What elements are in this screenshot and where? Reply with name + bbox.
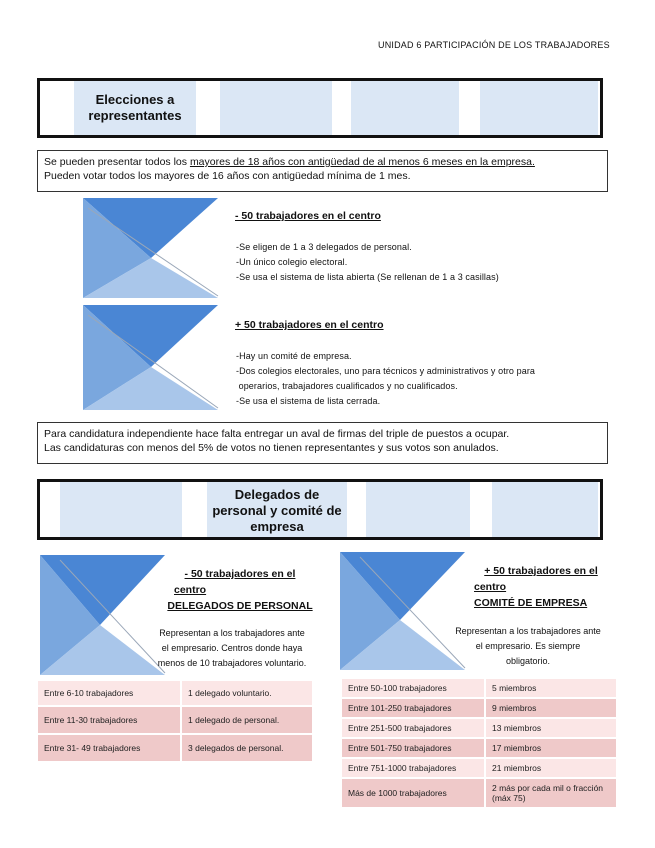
comite-table — [342, 677, 616, 809]
table-cell-range: Entre 6-10 trabajadores — [38, 681, 180, 705]
table-row — [38, 735, 312, 761]
banner-cell — [480, 81, 598, 135]
section-small-heading: - 50 trabajadores en el centro — [235, 210, 381, 222]
bullet-item: -Se usa el sistema de lista abierta (Se rellenan de 1 a 3 casillas) — [236, 272, 499, 282]
bullet-item: -Hay un comité de empresa. — [236, 351, 352, 361]
delegados-heading-line: centro — [174, 584, 207, 596]
table-row — [342, 719, 616, 737]
table-row — [342, 779, 616, 807]
banner-title-line: representantes — [88, 108, 182, 123]
comite-description — [430, 624, 626, 669]
table-cell-range: Entre 50-100 trabajadores — [342, 679, 484, 697]
delegados-description — [132, 626, 332, 671]
table-cell-range: Entre 31- 49 trabajadores — [38, 735, 180, 761]
table-cell-value: 21 miembros — [484, 759, 616, 777]
delegados-subtitle: DELEGADOS DE PERSONAL — [167, 600, 313, 612]
banner-delegados — [37, 479, 603, 540]
comite-heading-line: centro — [474, 581, 507, 593]
banner-title — [74, 92, 196, 124]
desc-line: Representan a los trabajadores ante — [159, 628, 305, 638]
desc-line: menos de 10 trabajadores voluntario. — [157, 658, 307, 668]
intro-underlined-text: mayores de 18 años con antigüedad de al menos 6 meses en la empresa. — [189, 156, 535, 168]
bullet-item: -Se eligen de 1 a 3 delegados de personal. — [236, 242, 412, 252]
candidacy-box — [37, 422, 608, 464]
table-cell-range: Entre 101-250 trabajadores — [342, 699, 484, 717]
candidacy-text-line1: Para candidatura independiente hace falta entregar un aval de firmas del triple de puestos a ocupar. — [44, 428, 510, 440]
table-cell-range: Entre 251-500 trabajadores — [342, 719, 484, 737]
banner-cell — [492, 482, 598, 537]
table-cell-value: 9 miembros — [484, 699, 616, 717]
bullet-item: -Se usa el sistema de lista cerrada. — [236, 396, 381, 406]
bullet-item: -Dos colegios electorales, uno para técnicos y administrativos y otro para — [236, 366, 536, 376]
intro-text-line2: Pueden votar todos los mayores de 16 años con antigüedad mínima de 1 mes. — [44, 170, 411, 182]
table-cell-range: Entre 501-750 trabajadores — [342, 739, 484, 757]
banner-title-line: personal y comité de — [212, 503, 342, 518]
table-cell-value: 5 miembros — [484, 679, 616, 697]
triangle-graphic — [83, 198, 223, 298]
delegados-table — [38, 679, 312, 763]
table-cell-value: 1 delegado voluntario. — [180, 681, 312, 705]
banner-cell — [366, 482, 470, 537]
banner-title — [207, 487, 347, 535]
table-row — [342, 679, 616, 697]
unit-header: UNIDAD 6 PARTICIPACIÓN DE LOS TRABAJADORES — [378, 40, 610, 50]
table-cell-range: Entre 751-1000 trabajadores — [342, 759, 484, 777]
comite-heading — [466, 563, 616, 611]
candidacy-text-line2: Las candidaturas con menos del 5% de votos no tienen representantes y sus votos son anulados. — [44, 442, 499, 454]
section-small-bullets — [236, 240, 499, 285]
desc-line: el empresario. Es siempre — [475, 641, 581, 651]
table-cell-value: 1 delegado de personal. — [180, 707, 312, 733]
banner-title-line: Elecciones a — [95, 92, 175, 107]
bullet-item: operarios, trabajadores cualificados y no cualificados. — [236, 381, 458, 391]
banner-elecciones — [37, 78, 603, 138]
banner-title-line: empresa — [250, 519, 304, 534]
table-row — [38, 681, 312, 705]
desc-line: obligatorio. — [505, 656, 551, 666]
table-row — [38, 707, 312, 733]
table-cell-value: 17 miembros — [484, 739, 616, 757]
table-cell-range: Entre 11-30 trabajadores — [38, 707, 180, 733]
desc-line: el empresario. Centros donde haya — [161, 643, 303, 653]
banner-cell — [60, 482, 182, 537]
section-large-heading: + 50 trabajadores en el centro — [235, 319, 384, 331]
delegados-heading-line: - 50 trabajadores en el — [184, 568, 296, 580]
intro-box — [37, 150, 608, 192]
table-cell-range: Más de 1000 trabajadores — [342, 779, 484, 807]
banner-cell — [351, 81, 459, 135]
table-cell-value: 13 miembros — [484, 719, 616, 737]
table-cell-value: 3 delegados de personal. — [180, 735, 312, 761]
comite-heading-line: + 50 trabajadores en el — [484, 565, 598, 577]
intro-text: Se pueden presentar todos los — [44, 156, 190, 168]
table-row — [342, 739, 616, 757]
desc-line: Representan a los trabajadores ante — [455, 626, 601, 636]
table-row — [342, 699, 616, 717]
table-row — [342, 759, 616, 777]
bullet-item: -Un único colegio electoral. — [236, 257, 348, 267]
banner-cell — [220, 81, 332, 135]
section-large-bullets — [236, 349, 535, 409]
triangle-graphic — [83, 305, 223, 410]
table-cell-value: 2 más por cada mil o fracción (máx 75) — [484, 779, 616, 807]
delegados-heading — [160, 566, 320, 614]
banner-title-line: Delegados de — [234, 487, 320, 502]
comite-subtitle: COMITÉ DE EMPRESA — [474, 597, 588, 609]
